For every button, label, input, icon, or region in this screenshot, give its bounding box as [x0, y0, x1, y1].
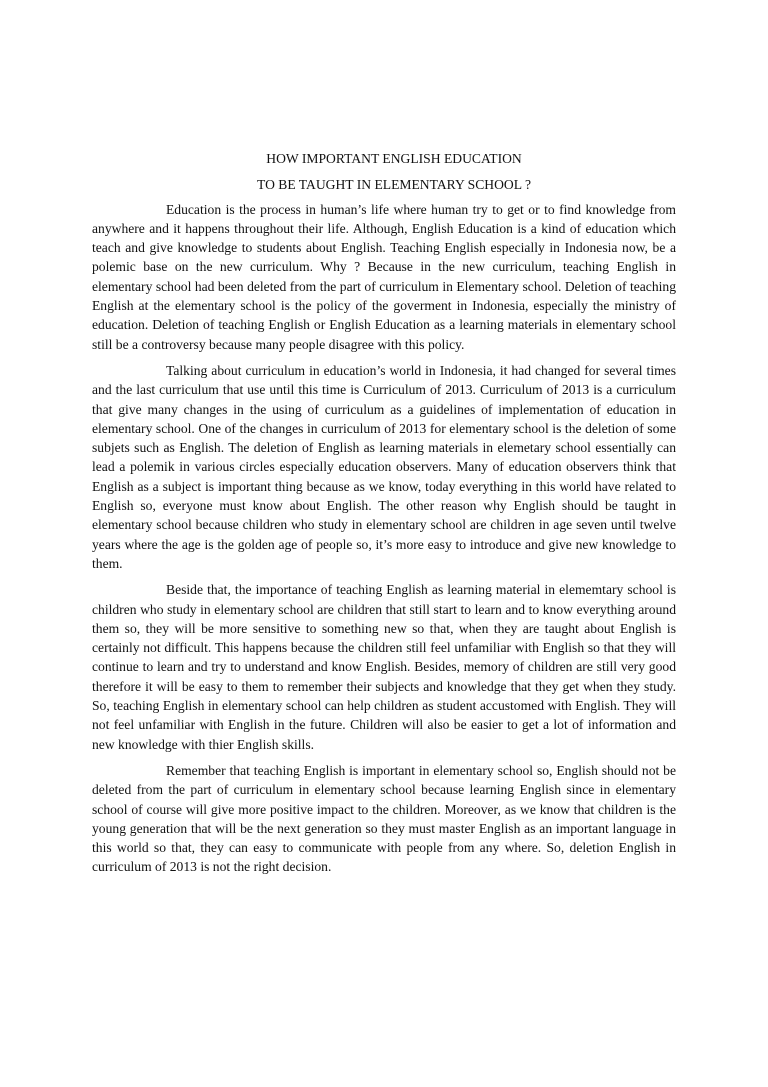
paragraph-2: Talking about curriculum in education’s world in Indonesia, it had changed for several times and the last curriculum that use until this time is Curriculum of 2013. Curriculum of 2013 is a curriculum that give many changes in the using of curriculum as a guidelines of implementation of education in elementary school. One of the changes in curriculum of 2013 for elementary school is the deletion of some subjets such as English. The deletion of English as learning materials in elemetary school essentially can lead a polemik in various circles especially education observers. Many of education observers think that English as a subject is important thing because as we know, today everything in this world have related to English so, everyone must know about English. The other reason why English should be taught in elementary school because children who study in elementary school are children in age seven until twelve years where the age is the golden age of people so, it’s more easy to introduce and give new knowledge to them. — [92, 362, 676, 571]
title-line-2: TO BE TAUGHT IN ELEMENTARY SCHOOL ? — [257, 177, 531, 193]
paragraph-3: Beside that, the importance of teaching English as learning material in elememtary school is children who study in elementary school are children that still start to learn and to know everything around them so, they will be more sensitive to something new so that, when they are taught about English is certainly not difficult. This happens because the children still feel unfamiliar with English so that they will continue to learn and try to understand and know English. Besides, memory of children are still very good therefore it will be easy to them to remember their subjects and knowledge that they get when they study. So, teaching English in elementary school can help children as student accustomed with English. They will not feel unfamiliar with English in the future. Children will also be easier to get a lot of information and new knowledge with thier English skills. — [92, 582, 676, 752]
paragraph-1: Education is the process in human’s life where human try to get or to find knowledge from anywhere and it happens throughout their life. Although, English Education is a kind of education which teach and give knowledge to students about English. Teaching English especially in Indonesia now, be a polemic base on the new curriculum. Why ? Because in the new curriculum, teaching English in elementary school had been deleted from the part of curriculum in Elementary school. Deletion of teaching English at the elementary school is the policy of the goverment in Indonesia, especially the ministry of education. Deletion of teaching English or English Education as a learning materials in elementary school still be a controversy because many people disagree with this policy. — [92, 201, 676, 352]
paragraph-4: Remember that teaching English is important in elementary school so, English should not be deleted from the part of curriculum in elementary school because learning English since in elementary school of course will give more positive impact to the children. Moreover, as we know that children is the young generation that will be the next generation so they must master English as an important language in this world so that, they can easy to communicate with people from any where. So, deletion English in curriculum of 2013 is not the right decision. — [92, 762, 676, 875]
document-body — [92, 149, 676, 884]
title-line-1: HOW IMPORTANT ENGLISH EDUCATION — [266, 151, 522, 166]
